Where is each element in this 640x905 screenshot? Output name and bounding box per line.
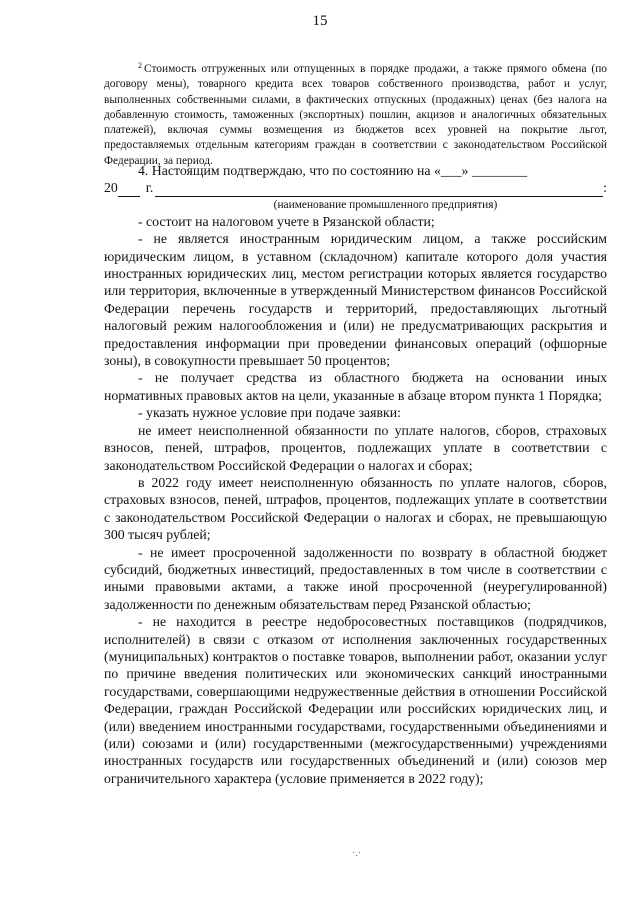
paragraph-no-overdue-debt: - не имеет просроченной задолженности по возврату в областной бюджет субсидий, бюджетных инвестиций, предоставленных в том числе в соответствии с иными правовыми актами, а также иной просроченной (неурегулированной) задолженности по денежным обязательствам перед Рязанской областью; bbox=[104, 544, 607, 612]
footnote-marker: 2 bbox=[138, 61, 142, 70]
paragraph-no-other-funds: - не получает средства из областного бюджета на основании иных нормативных правовых актов на цели, указанные в абзаце втором пункта 1 Порядка; bbox=[104, 370, 607, 403]
year-prefix: 20 bbox=[104, 180, 118, 196]
document-body bbox=[104, 162, 607, 787]
footnote-text: Стоимость отгруженных или отпущенных в порядке продажи, а также прямого обмена (по договору мены), товарного кредита всех товаров собственного производства, работ и услуг, выполненных собственными силами, в фактических отпускных (продажных) ценах (без налога на добавленную стоимость, таможенных (экспортных) пошлин, акцизов и аналогичных обязательных платежей), включая суммы возмещения из бюджетов всех уровней на покрытие льгот, предоставляемых отдельным категориям граждан в соответствии с законодательством Российской Федерации, за период. bbox=[104, 63, 607, 167]
scan-artifact: ·.· bbox=[352, 848, 362, 859]
footnote bbox=[104, 58, 607, 169]
confirmation-line: 4. Настоящим подтверждаю, что по состоянию на «___» ________ bbox=[138, 163, 528, 178]
page-number: 15 bbox=[312, 13, 328, 29]
year-blank bbox=[118, 183, 140, 197]
enterprise-name-blank bbox=[155, 183, 603, 197]
date-enterprise-line bbox=[104, 179, 607, 196]
paragraph-not-in-registry: - не находится в реестре недобросовестных поставщиков (подрядчиков, исполнителей) в связи с отказом от исполнения заключенных государственных (муниципальных) контрактов о поставке товаров, выполнении работ, оказании услуг по причине введения политических или экономических санкций иностранными государствами, совершающими недружественные действия в отношении Российской Федерации, граждан Российской Федерации или российских юридических лиц, и (или) введением иностранными государствами, государственными объединениями и (или) союзами и (или) государственными (межгосударственными) учреждениями иностранных государств или государственных объединений и (или) союзов мер ограничительного характера (условие применяется в 2022 году); bbox=[104, 614, 607, 786]
paragraph-specify-condition: - указать нужное условие при подаче заявки: bbox=[138, 405, 401, 421]
paragraph-no-tax-debt: не имеет неисполненной обязанности по уплате налогов, сборов, страховых взносов, пеней, штрафов, процентов, подлежащих уплате в соответствии с законодательством Российской Федерации о налогах и сборах; bbox=[104, 422, 607, 473]
paragraph-tax-registration: - состоит на налоговом учете в Рязанской области; bbox=[138, 213, 435, 229]
paragraph-not-foreign-entity: - не является иностранным юридическим лицом, а также российским юридическим лицом, в уставном (складочном) капитале которого доля участия иностранных юридических лиц, местом регистрации которых является государство или территория, включенные в утвержденный Министерством финансов Российской Федерации перечень государств и территорий, предоставляющих льготный налоговый режим налогообложения и (или) не предусматривающих раскрытия и предоставления информации при проведении финансовых операций (офшорные зоны), в совокупности превышает 50 процентов; bbox=[104, 231, 607, 369]
year-suffix: г. bbox=[145, 180, 154, 196]
enterprise-name-caption: (наименование промышленного предприятия) bbox=[273, 198, 498, 211]
paragraph-tax-debt-2022: в 2022 году имеет неисполненную обязанность по уплате налогов, сборов, страховых взносов, пеней, штрафов, процентов, подлежащих уплате в соответствии с законодательством Российской Федерации о налогах и сборах, не превышающую 300 тысяч рублей; bbox=[104, 474, 607, 543]
line-colon: : bbox=[603, 180, 607, 196]
